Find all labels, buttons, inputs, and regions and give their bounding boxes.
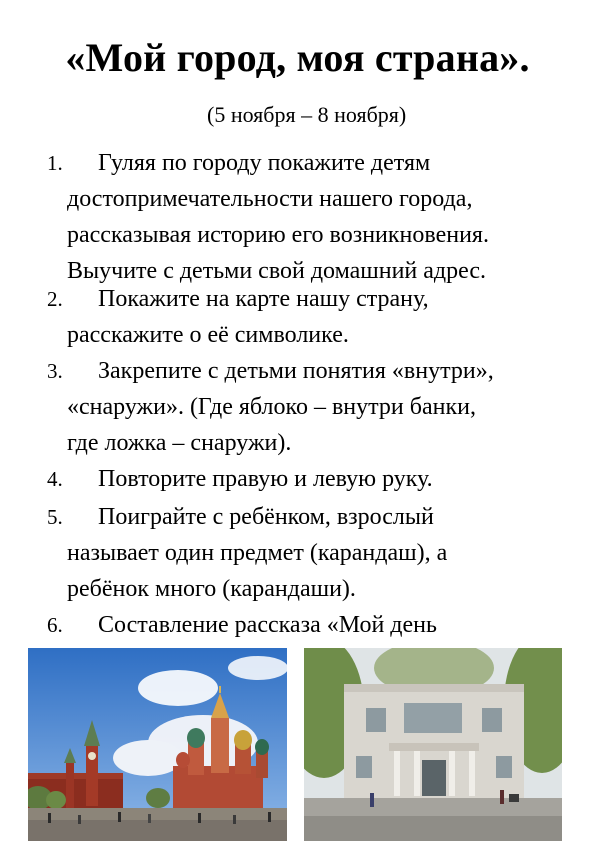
item-text: Поиграйте с ребёнком, взрослый bbox=[98, 504, 434, 530]
item-number: 5. bbox=[47, 505, 63, 529]
item-text: «снаружи». (Где яблоко – внутри банки, bbox=[67, 394, 476, 420]
item-number: 6. bbox=[47, 613, 63, 637]
item-text: где ложка – снаружи). bbox=[67, 430, 292, 456]
page-title: «Мой город, моя страна». bbox=[65, 35, 530, 80]
item-text: рассказывая историю его возникновения. bbox=[67, 222, 489, 248]
item-text: ребёнок много (карандаши). bbox=[67, 576, 356, 602]
date-range: (5 ноября – 8 ноября) bbox=[207, 102, 407, 127]
item-text: Составление рассказа «Мой день bbox=[98, 612, 437, 638]
item-text: Закрепите с детьми понятия «внутри», bbox=[98, 358, 494, 384]
item-number: 3. bbox=[47, 359, 63, 383]
red-square-image bbox=[28, 648, 287, 841]
item-number: 2. bbox=[47, 287, 63, 311]
red-square-photo bbox=[28, 648, 287, 841]
item-text: Покажите на карте нашу страну, bbox=[98, 286, 429, 312]
item-text: достопримечательности нашего города, bbox=[67, 186, 473, 212]
item-text: Гуляя по городу покажите детям bbox=[98, 150, 431, 176]
theatre-photo bbox=[304, 648, 562, 841]
item-number: 1. bbox=[47, 151, 63, 175]
item-number: 4. bbox=[47, 467, 63, 491]
item-text: расскажите о её символике. bbox=[67, 322, 349, 348]
theatre-image bbox=[304, 648, 562, 841]
item-text: Выучите с детьми свой домашний адрес. bbox=[67, 258, 487, 284]
item-text: называет один предмет (карандаш), а bbox=[67, 540, 448, 566]
item-text: Повторите правую и левую руку. bbox=[98, 466, 433, 492]
